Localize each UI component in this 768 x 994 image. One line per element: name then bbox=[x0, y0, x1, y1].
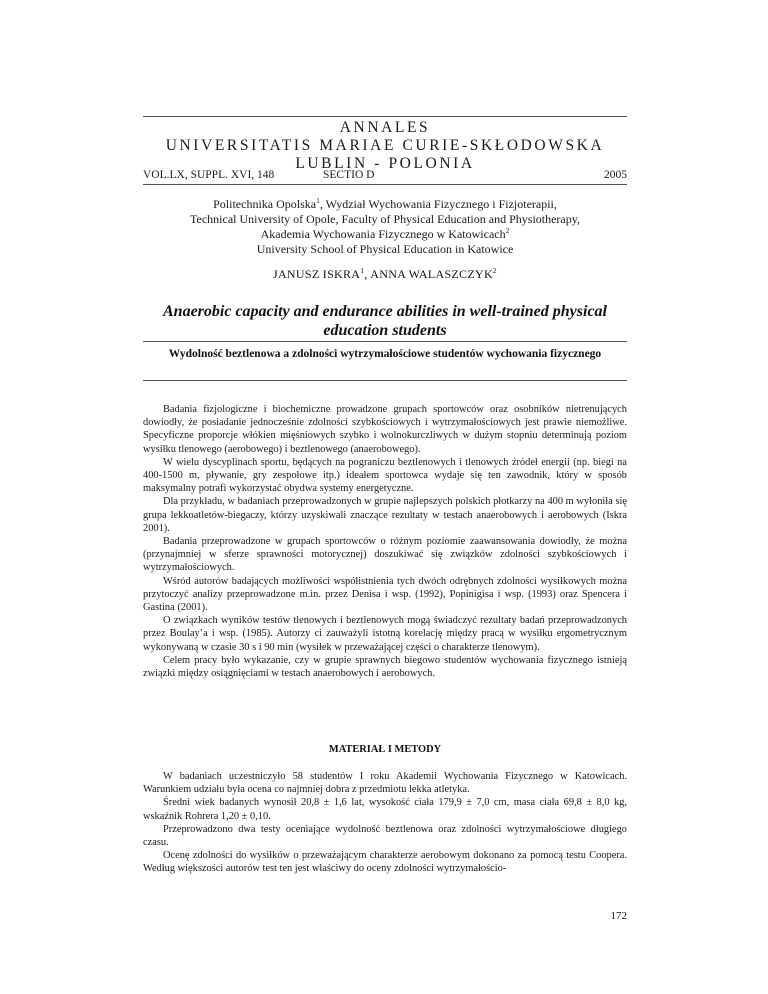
paragraph: Badania fizjologiczne i biochemiczne prowadzone grupach sportowców oraz osobników nietrenujących dowiodły, że posiadanie jednocześnie zdolności szybkościowych i wytrzymałościowych jest prawie niemożliwe. Specyficzne proporcje włókien mięśniowych szybko i wolnokurczliwych w dużym stopniu determinują poziom wysiłku tlenowego (aerobowego) i beztlenowego (anaerobowego). bbox=[143, 404, 627, 455]
paragraph: W badaniach uczestniczyło 58 studentów I roku Akademii Wychowania Fizycznego w Katowicach. Warunkiem udziału była ocena co najmniej dobra z przedmiotu lekka atletyka. bbox=[143, 771, 627, 796]
publication-year: 2005 bbox=[604, 169, 627, 181]
paragraph: Ocenę zdolności do wysiłków o przeważającym charakterze aerobowym dokonano za pomocą testu Coopera. Według większości autorów test ten jest właściwy do oceny zdolności wytrzymałościo- bbox=[143, 850, 627, 875]
methods-text bbox=[143, 770, 627, 876]
affiliation-line: Politechnika Opolska$^1$, Wydział Wychowania Fizycznego i Fizjoterapii, bbox=[213, 196, 557, 211]
subtitle-rule bbox=[143, 380, 627, 381]
affiliations-block bbox=[143, 197, 627, 257]
paragraph: Średni wiek badanych wynosił 20,8 ± 1,6 lat, wysokość ciała 179,9 ± 7,0 cm, masa ciała 69,8 ± 8,0 kg, wskaźnik Rohrera 1,20 ± 0,10. bbox=[143, 797, 627, 822]
title-rule bbox=[143, 341, 627, 342]
journal-name-university: UNIVERSITATIS MARIAE CURIE-SKŁODOWSKA bbox=[165, 137, 605, 154]
affiliation-line: Technical University of Opole, Faculty of Physical Education and Physiotherapy, bbox=[190, 212, 580, 226]
header-top-rule bbox=[143, 116, 627, 117]
page-number: 172 bbox=[610, 910, 627, 922]
section-heading: MATERIAŁ I METODY bbox=[328, 744, 442, 755]
journal-name-annales: ANNALES bbox=[339, 119, 431, 136]
paragraph: Dla przykładu, w badaniach przeprowadzonych w grupie najlepszych polskich płotkarzy na 400 m wyłoniła się grupa lekkoatletów-biegaczy, którzy uzyskiwali znaczące rezultaty w testach anaerobowych i aerobowych (Iskra 2001). bbox=[143, 496, 627, 534]
affiliation-line: University School of Physical Education in Katowice bbox=[256, 242, 514, 256]
paragraph: Badania przeprowadzone w grupach sportowców o różnym poziomie zaawansowania dowiodły, że można (przynajmniej w sferze sprawności motorycznej) doszukiwać się związków zdolności szybkościowych i wytrzymałościowych. bbox=[143, 536, 627, 574]
paragraph: O związkach wyników testów tlenowych i beztlenowych mogą świadczyć rezultaty badań przeprowadzonych przez Boulay’a i wsp. (1985). Autorzy ci zauważyli istotną korelację między pracą w wysiłku ergometrycznym wykonywaną w czasie 30 s i 90 min (wysiłek w przeważającej części o charakterze tlenowym). bbox=[143, 615, 627, 653]
affiliation-line: Akademia Wychowania Fizycznego w Katowicach$^2$ bbox=[260, 226, 510, 241]
paper-title: Anaerobic capacity and endurance abilities in well-trained physical education students bbox=[163, 303, 607, 339]
section-info: SECTIO D bbox=[323, 169, 375, 181]
paragraph: W wielu dyscyplinach sportu, będących na pograniczu beztlenowych i tlenowych źródeł energii (np. biegi na 400-1500 m, pływanie, gry zespołowe itp.) ideałem sportowca wydaje się ten zawodnik, który w sposób maksymalny potrafi wykorzystać obydwa systemy energetyczne. bbox=[143, 456, 627, 495]
paragraph: Przeprowadzono dwa testy oceniające wydolność beztlenowa oraz zdolności wytrzymałościowe długiego czasu. bbox=[143, 823, 627, 849]
introduction-text bbox=[143, 403, 627, 680]
author-name: JANUSZ ISKRA bbox=[273, 267, 361, 281]
header-bottom-rule bbox=[143, 184, 627, 185]
paper-subtitle: Wydolność beztlenowa a zdolności wytrzymałościowe studentów wychowania fizycznego bbox=[168, 348, 602, 360]
paragraph: Wśród autorów badających możliwości współistnienia tych dwóch odrębnych zdolności wysiłkowych można przytoczyć analizy przeprowadzone m.in. przez Denisa i wsp. (1992), Popinigisa i wsp. (1993) oraz Spencera i Gastina (2001). bbox=[143, 575, 627, 614]
paragraph: Celem pracy było wykazanie, czy w grupie sprawnych biegowo studentów wychowania fizycznego istnieją związki między osiągnięciami w testach anaerobowych i aerobowych. bbox=[143, 654, 627, 680]
volume-info: VOL.LX, SUPPL. XVI, 148 bbox=[143, 169, 275, 181]
authors-line: JANUSZ ISKRA$^1$, ANNA WALASZCZYK$^2$ bbox=[273, 266, 497, 281]
author-name: ANNA WALASZCZYK bbox=[370, 267, 493, 281]
journal-name-city: LUBLIN - POLONIA bbox=[295, 155, 475, 172]
